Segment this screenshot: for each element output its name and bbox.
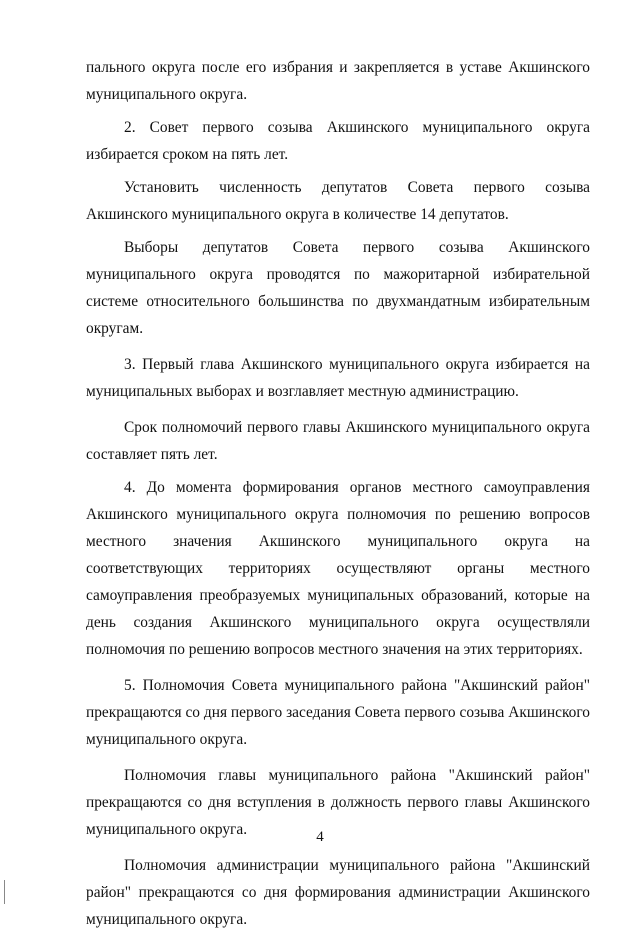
paragraph-item-4: 4. До момента формирования органов местного самоуправления Акшинского муниципального округа полномочия по решению вопросов местного значения Акшинского муниципального округа на соответствующих территориях осуществляют органы местного самоуправления преобразуемых муниципальных образований, которые на день создания Акшинского муниципального округа осуществляли полномочия по решению вопросов местного значения на этих территориях. bbox=[86, 479, 590, 658]
paragraph-deputies-count: Установить численность депутатов Совета первого созыва Акшинского муниципального округа в количестве 14 депутатов. bbox=[86, 179, 590, 223]
paragraph-item-3: 3. Первый глава Акшинского муниципального округа избирается на муниципальных выборах и возглавляет местную администрацию. bbox=[86, 356, 590, 400]
paragraph-head-powers: Полномочия главы муниципального района "Акшинский район" прекращаются со дня вступления в должность первого главы Акшинского муниципального округа. bbox=[86, 767, 590, 838]
paragraph-item-5: 5. Полномочия Совета муниципального района "Акшинский район" прекращаются со дня первого заседания Совета первого созыва Акшинского муниципального округа. bbox=[86, 677, 590, 748]
paragraph-term: Срок полномочий первого главы Акшинского муниципального округа составляет пять лет. bbox=[86, 419, 590, 463]
paragraph-item-2: 2. Совет первого созыва Акшинского муниципального округа избирается сроком на пять лет. bbox=[86, 119, 590, 163]
paragraph-elections: Выборы депутатов Совета первого созыва Акшинского муниципального округа проводятся по мажоритарной избирательной системе относительного большинства по двухмандатным избирательным округам. bbox=[86, 239, 590, 337]
paragraph-administration-powers: Полномочия администрации муниципального района "Акшинский район" прекращаются со дня формирования администрации Акшинского муниципального округа. bbox=[86, 857, 590, 928]
page-number: 4 bbox=[316, 829, 324, 845]
document-body bbox=[86, 54, 590, 933]
paragraph-continuation: пального округа после его избрания и закрепляется в уставе Акшинского муниципального округа. bbox=[86, 59, 590, 103]
scan-edge-mark bbox=[4, 880, 5, 904]
